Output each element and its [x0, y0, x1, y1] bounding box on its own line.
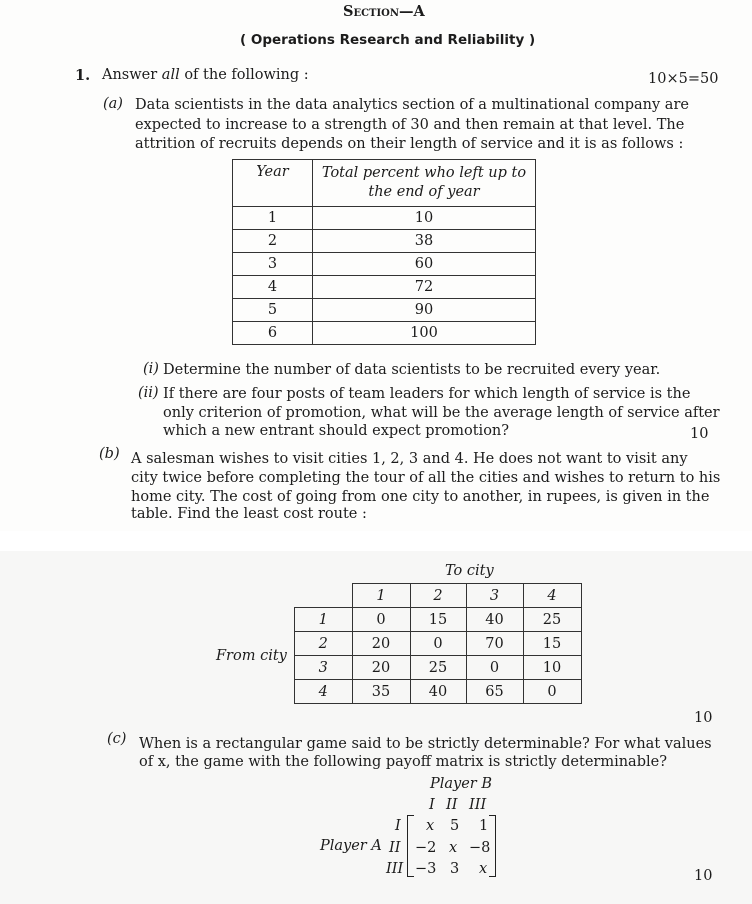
part-b-line-2: city twice before completing the tour of all the cities and wishes to return to his	[131, 470, 721, 486]
col-header: 3	[466, 584, 523, 608]
part-b-line-4: table. Find the least cost route :	[131, 506, 367, 522]
matrix-cell: x	[479, 861, 488, 877]
part-c-line-1: When is a rectangular game said to be strictly determinable? For what values	[139, 736, 712, 752]
cost-table	[294, 583, 582, 704]
sub-ii-line-1: If there are four posts of team leaders for which length of service is the	[163, 386, 691, 402]
header-percent: Total percent who left up to the end of year	[313, 160, 536, 207]
matrix-cell: 5	[450, 818, 460, 834]
cost-cell: 40	[466, 608, 523, 632]
cost-cell: 10	[523, 656, 581, 680]
player-b-label: Player B	[430, 776, 493, 792]
matrix-cell: −8	[469, 840, 491, 856]
part-a-label: (a)	[103, 96, 123, 112]
percent-cell: 38	[313, 230, 536, 253]
row-label-iii: III	[386, 861, 404, 877]
part-b-label: (b)	[99, 446, 120, 462]
year-cell: 2	[233, 230, 313, 253]
col-label-ii: II	[446, 797, 458, 813]
question-total-marks: 10×5=50	[648, 71, 719, 87]
row-label-i: I	[395, 818, 401, 834]
sub-ii-label: (ii)	[138, 385, 159, 401]
attrition-table	[232, 159, 536, 345]
cost-cell: 25	[410, 656, 466, 680]
question-number: 1.	[75, 67, 91, 84]
to-city-label: To city	[445, 563, 494, 579]
cost-cell: 40	[410, 680, 466, 704]
row-header: 3	[295, 656, 353, 680]
row-label-ii: II	[389, 840, 401, 856]
table-row	[295, 632, 582, 656]
cost-cell: 25	[523, 608, 581, 632]
cost-cell: 15	[523, 632, 581, 656]
part-b-marks: 10	[694, 710, 713, 726]
matrix-cell: x	[426, 818, 435, 834]
table-row	[295, 680, 582, 704]
year-cell: 3	[233, 253, 313, 276]
cost-cell: 70	[466, 632, 523, 656]
percent-cell: 90	[313, 299, 536, 322]
part-b-line-1: A salesman wishes to visit cities 1, 2, 3 and 4. He does not want to visit any	[131, 451, 688, 467]
year-cell: 1	[233, 207, 313, 230]
col-label-iii: III	[469, 797, 487, 813]
part-c-label: (c)	[107, 731, 127, 747]
matrix-cell: −3	[415, 861, 437, 877]
sub-i-text: Determine the number of data scientists to be recruited every year.	[163, 362, 661, 378]
table-row	[233, 299, 536, 322]
year-cell: 4	[233, 276, 313, 299]
part-c-line-2: of x, the game with the following payoff matrix is strictly determinable?	[139, 754, 667, 770]
matrix-cell: x	[449, 840, 458, 856]
section-subtitle: ( Operations Research and Reliability )	[240, 32, 536, 48]
matrix-cell: 3	[450, 861, 460, 877]
part-a-line-2: expected to increase to a strength of 30 and then remain at that level. The	[135, 117, 685, 133]
section-title: Section—A	[343, 3, 425, 20]
table-row	[233, 276, 536, 299]
row-header: 2	[295, 632, 353, 656]
col-header: 4	[523, 584, 581, 608]
table-row	[233, 207, 536, 230]
cost-cell: 0	[523, 680, 581, 704]
matrix-cell: 1	[479, 818, 489, 834]
col-header: 1	[352, 584, 410, 608]
table-row	[233, 253, 536, 276]
matrix-cell: −2	[415, 840, 437, 856]
cost-cell: 0	[352, 608, 410, 632]
col-label-i: I	[429, 797, 435, 813]
cost-cell: 0	[410, 632, 466, 656]
table-row	[233, 230, 536, 253]
sub-ii-line-3: which a new entrant should expect promotion?	[163, 423, 510, 439]
table-header-row	[233, 160, 536, 207]
part-a-marks: 10	[690, 426, 709, 442]
from-city-label: From city	[216, 648, 287, 664]
sub-i-label: (i)	[143, 361, 159, 377]
cost-cell: 15	[410, 608, 466, 632]
corner-cell	[295, 584, 353, 608]
percent-cell: 100	[313, 322, 536, 345]
row-header: 4	[295, 680, 353, 704]
table-row	[233, 322, 536, 345]
year-cell: 6	[233, 322, 313, 345]
row-header: 1	[295, 608, 353, 632]
percent-cell: 60	[313, 253, 536, 276]
player-a-label: Player A	[320, 838, 382, 854]
part-a-line-1: Data scientists in the data analytics section of a multinational company are	[135, 97, 689, 113]
cost-cell: 65	[466, 680, 523, 704]
part-c-marks: 10	[694, 868, 713, 884]
question-instruction: Answer all of the following :	[102, 67, 309, 83]
percent-cell: 10	[313, 207, 536, 230]
part-b-line-3: home city. The cost of going from one city to another, in rupees, is given in the	[131, 489, 710, 505]
year-cell: 5	[233, 299, 313, 322]
table-row	[295, 608, 582, 632]
header-year: Year	[233, 160, 313, 207]
cost-cell: 20	[352, 632, 410, 656]
part-a-line-3: attrition of recruits depends on their length of service and it is as follows :	[135, 136, 684, 152]
cost-cell: 20	[352, 656, 410, 680]
sub-ii-line-2: only criterion of promotion, what will be the average length of service after	[163, 405, 720, 421]
cost-cell: 35	[352, 680, 410, 704]
matrix-left-bracket	[407, 815, 414, 877]
cost-cell: 0	[466, 656, 523, 680]
col-header: 2	[410, 584, 466, 608]
percent-cell: 72	[313, 276, 536, 299]
table-row	[295, 656, 582, 680]
page-break-band	[0, 531, 752, 551]
cost-header-row	[295, 584, 582, 608]
